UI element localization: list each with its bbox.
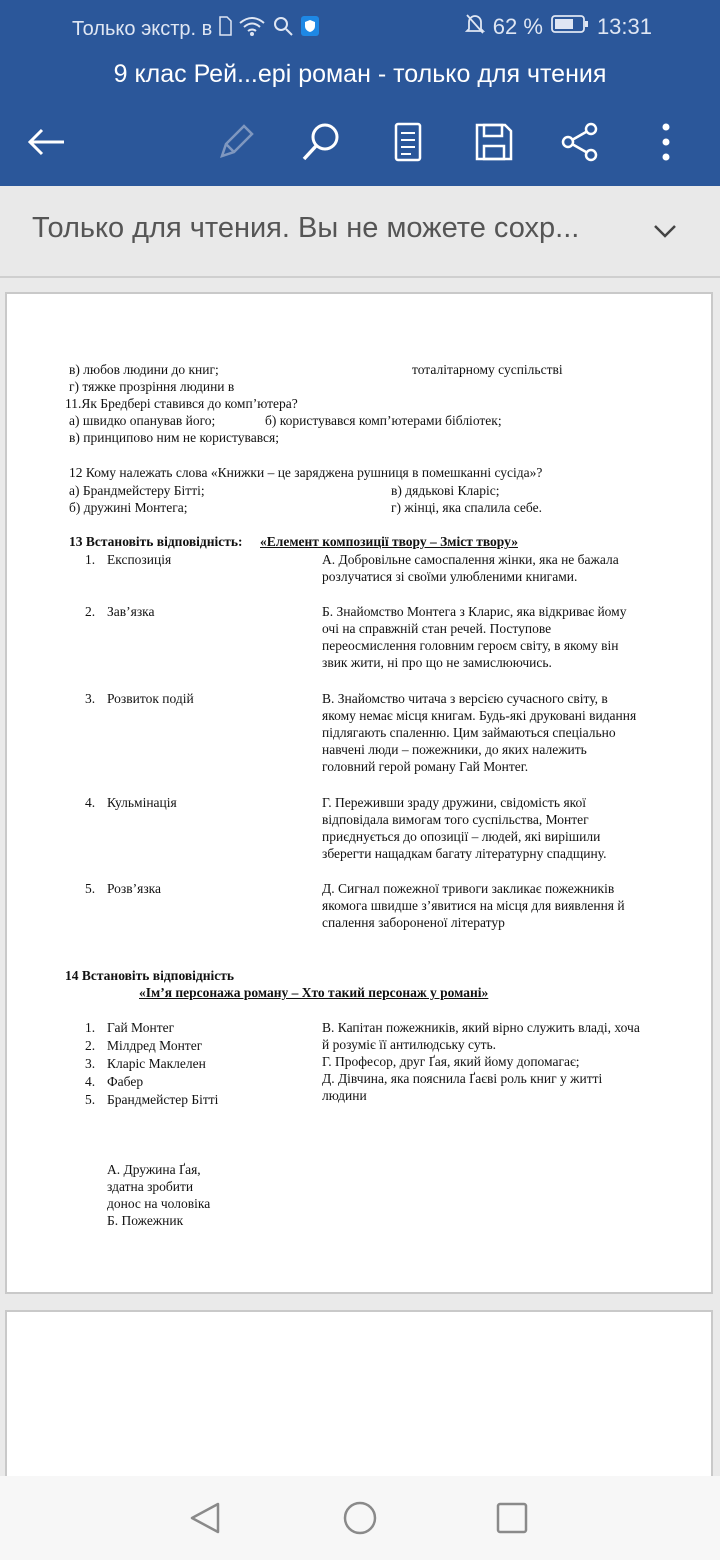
q12-option-d: г) жінці, яка спалила себе. [391,500,542,515]
q13-answer-line: навчені люди – пожежники, до яких належить [322,742,587,757]
q12-question: 12 Кому належать слова «Книжки – це заряджена рушниця в помешканні сусіда»? [69,465,543,480]
reading-view-icon[interactable] [384,118,432,166]
edit-pencil-icon[interactable] [212,118,260,166]
save-icon[interactable] [470,118,518,166]
q13-answer-line: якому немає місця книгам. Будь-які друковані видання [322,708,637,723]
q13-answer-line: А. Добровільне самоспалення жінки, яка не бажала [322,552,619,567]
q10-option-c: в) любов людини до книг; [69,362,219,377]
nav-home-icon[interactable] [340,1498,380,1538]
q13-answer-line: звик жити, ні про що не замислюючись. [322,655,552,670]
q14-item-number: 2. [85,1038,96,1053]
q14-item-label: Фабер [107,1074,144,1089]
q13-answer-line: спалення забороненої літератур [322,915,505,930]
mute-bell-icon [465,13,485,41]
document-page [5,292,713,1294]
q13-answer-line: підлягають спаленню. Цим займаються спеціально [322,725,616,740]
q13-answer-line: Б. Знайомство Монтега з Кларис, яка відкриває йому [322,604,627,619]
q13-answer-line: переосмислення головним героєм світу, в якому він [322,638,619,653]
q12-option-b: б) дружині Монтега; [69,500,188,515]
read-only-banner[interactable] [0,186,720,278]
q11-question: 11.Як Бредбері ставився до комп’ютера? [65,396,298,411]
nav-back-icon[interactable] [186,1498,226,1538]
q14-answer-line: В. Капітан пожежників, який вірно служить владі, хоча [322,1020,640,1035]
document-title: 9 клас Рей...ері роман - только для чтения [113,60,607,88]
q13-answer-line: Г. Переживши зраду дружини, свідомість якої [322,795,587,810]
q13-answer-line: розлучатися зі своїми улюбленими книгами. [322,569,578,584]
q13-item-label: Розвиток подій [107,691,194,706]
chevron-down-icon[interactable] [650,216,680,251]
q13-answer-line: Д. Сигнал пожежної тривоги закликає пожежників [322,881,615,896]
sim-icon [218,16,232,42]
q13-item-number: 1. [85,552,96,567]
q13-item-label: Зав’язка [107,604,155,619]
q10-option-right: тоталітарному суспільстві [412,362,563,377]
q13-item-number: 4. [85,795,96,810]
q13-item-label: Розв’язка [107,881,162,896]
q14-answer-line: Г. Професор, друг Ґая, який йому допомагає; [322,1054,580,1069]
nav-recents-icon[interactable] [492,1498,532,1538]
q14-item-number: 3. [85,1056,96,1071]
q14-answer-line: Д. Дівчина, яка пояснила Ґаєві роль книг у житті [322,1071,603,1086]
q13-answer-line: В. Знайомство читача з версією сучасного світу, в [322,691,608,706]
q13-item-number: 2. [85,604,96,619]
back-arrow-icon[interactable] [22,118,70,166]
carrier-label: Только экстр. в [72,17,213,40]
q11-option-c: в) принципово ним не користувався; [69,430,279,445]
q14-extra-line: Б. Пожежник [107,1213,184,1228]
q14-subtitle: «Ім’я персонажа роману – Хто такий персонаж у романі» [139,985,489,1000]
share-icon[interactable] [556,118,604,166]
wifi-icon [238,15,266,43]
banner-text: Только для чтения. Вы не можете сохр... [32,212,580,244]
q12-option-a: а) Брандмейстеру Бітті; [69,483,205,498]
q13-subtitle: «Елемент композиції твору – Зміст твору» [260,534,518,549]
q13-answer-line: головний герой роману Гай Монтег. [322,759,529,774]
q14-item-number: 5. [85,1092,96,1107]
toolbar [0,108,720,172]
q14-extra-line: донос на чоловіка [107,1196,211,1211]
app-bar [0,0,720,186]
more-vertical-icon[interactable] [642,118,690,166]
q13-answer-line: якомога швидше з’явитися на місця для виявлення й [322,898,625,913]
q14-answer-line: людини [322,1088,367,1103]
q14-item-number: 1. [85,1020,96,1035]
shield-icon [300,15,320,43]
q14-item-number: 4. [85,1074,96,1089]
q14-title: 14 Встановіть відповідність [65,968,235,983]
q13-answer-line: зберегти нащадкам багату літературну спадщину. [322,846,607,861]
battery-percent: 62 % [492,14,543,39]
status-search-icon [272,15,294,43]
q11-option-a: а) швидко опанував його; [69,413,216,428]
system-navigation-bar [0,1476,720,1560]
battery-icon [551,14,589,40]
q13-answer-line: приєднується до опозиції – людей, які вирішили [322,829,601,844]
q13-answer-line: відповідала вимогам того суспільства, Монтег [322,812,589,827]
q13-title: 13 Встановіть відповідність: [69,534,243,549]
q14-item-label: Кларіс Маклелен [107,1056,206,1071]
q13-item-label: Кульмінація [107,795,177,810]
q14-item-label: Брандмейстер Бітті [107,1092,219,1107]
document-page-2 [5,1310,713,1490]
clock: 13:31 [596,14,652,39]
q14-item-label: Гай Монтег [107,1020,175,1035]
q10-option-d: г) тяжке прозріння людини в [69,379,235,394]
q13-item-number: 5. [85,881,96,896]
q13-answer-line: очі на справжній стан речей. Поступове [322,621,552,636]
q14-extra-line: здатна зробити [107,1179,194,1194]
q14-answer-line: й розуміє її антилюдську суть. [322,1037,497,1052]
q14-extra-line: А. Дружина Ґая, [107,1162,201,1177]
status-bar [0,0,720,56]
q11-option-b: б) користувався комп’ютерами бібліотек; [265,413,502,428]
search-icon[interactable] [298,118,346,166]
q13-item-label: Експозиція [107,552,172,567]
q14-item-label: Мілдред Монтег [107,1038,203,1053]
q12-option-c: в) дядькові Кларіс; [391,483,500,498]
q13-item-number: 3. [85,691,96,706]
